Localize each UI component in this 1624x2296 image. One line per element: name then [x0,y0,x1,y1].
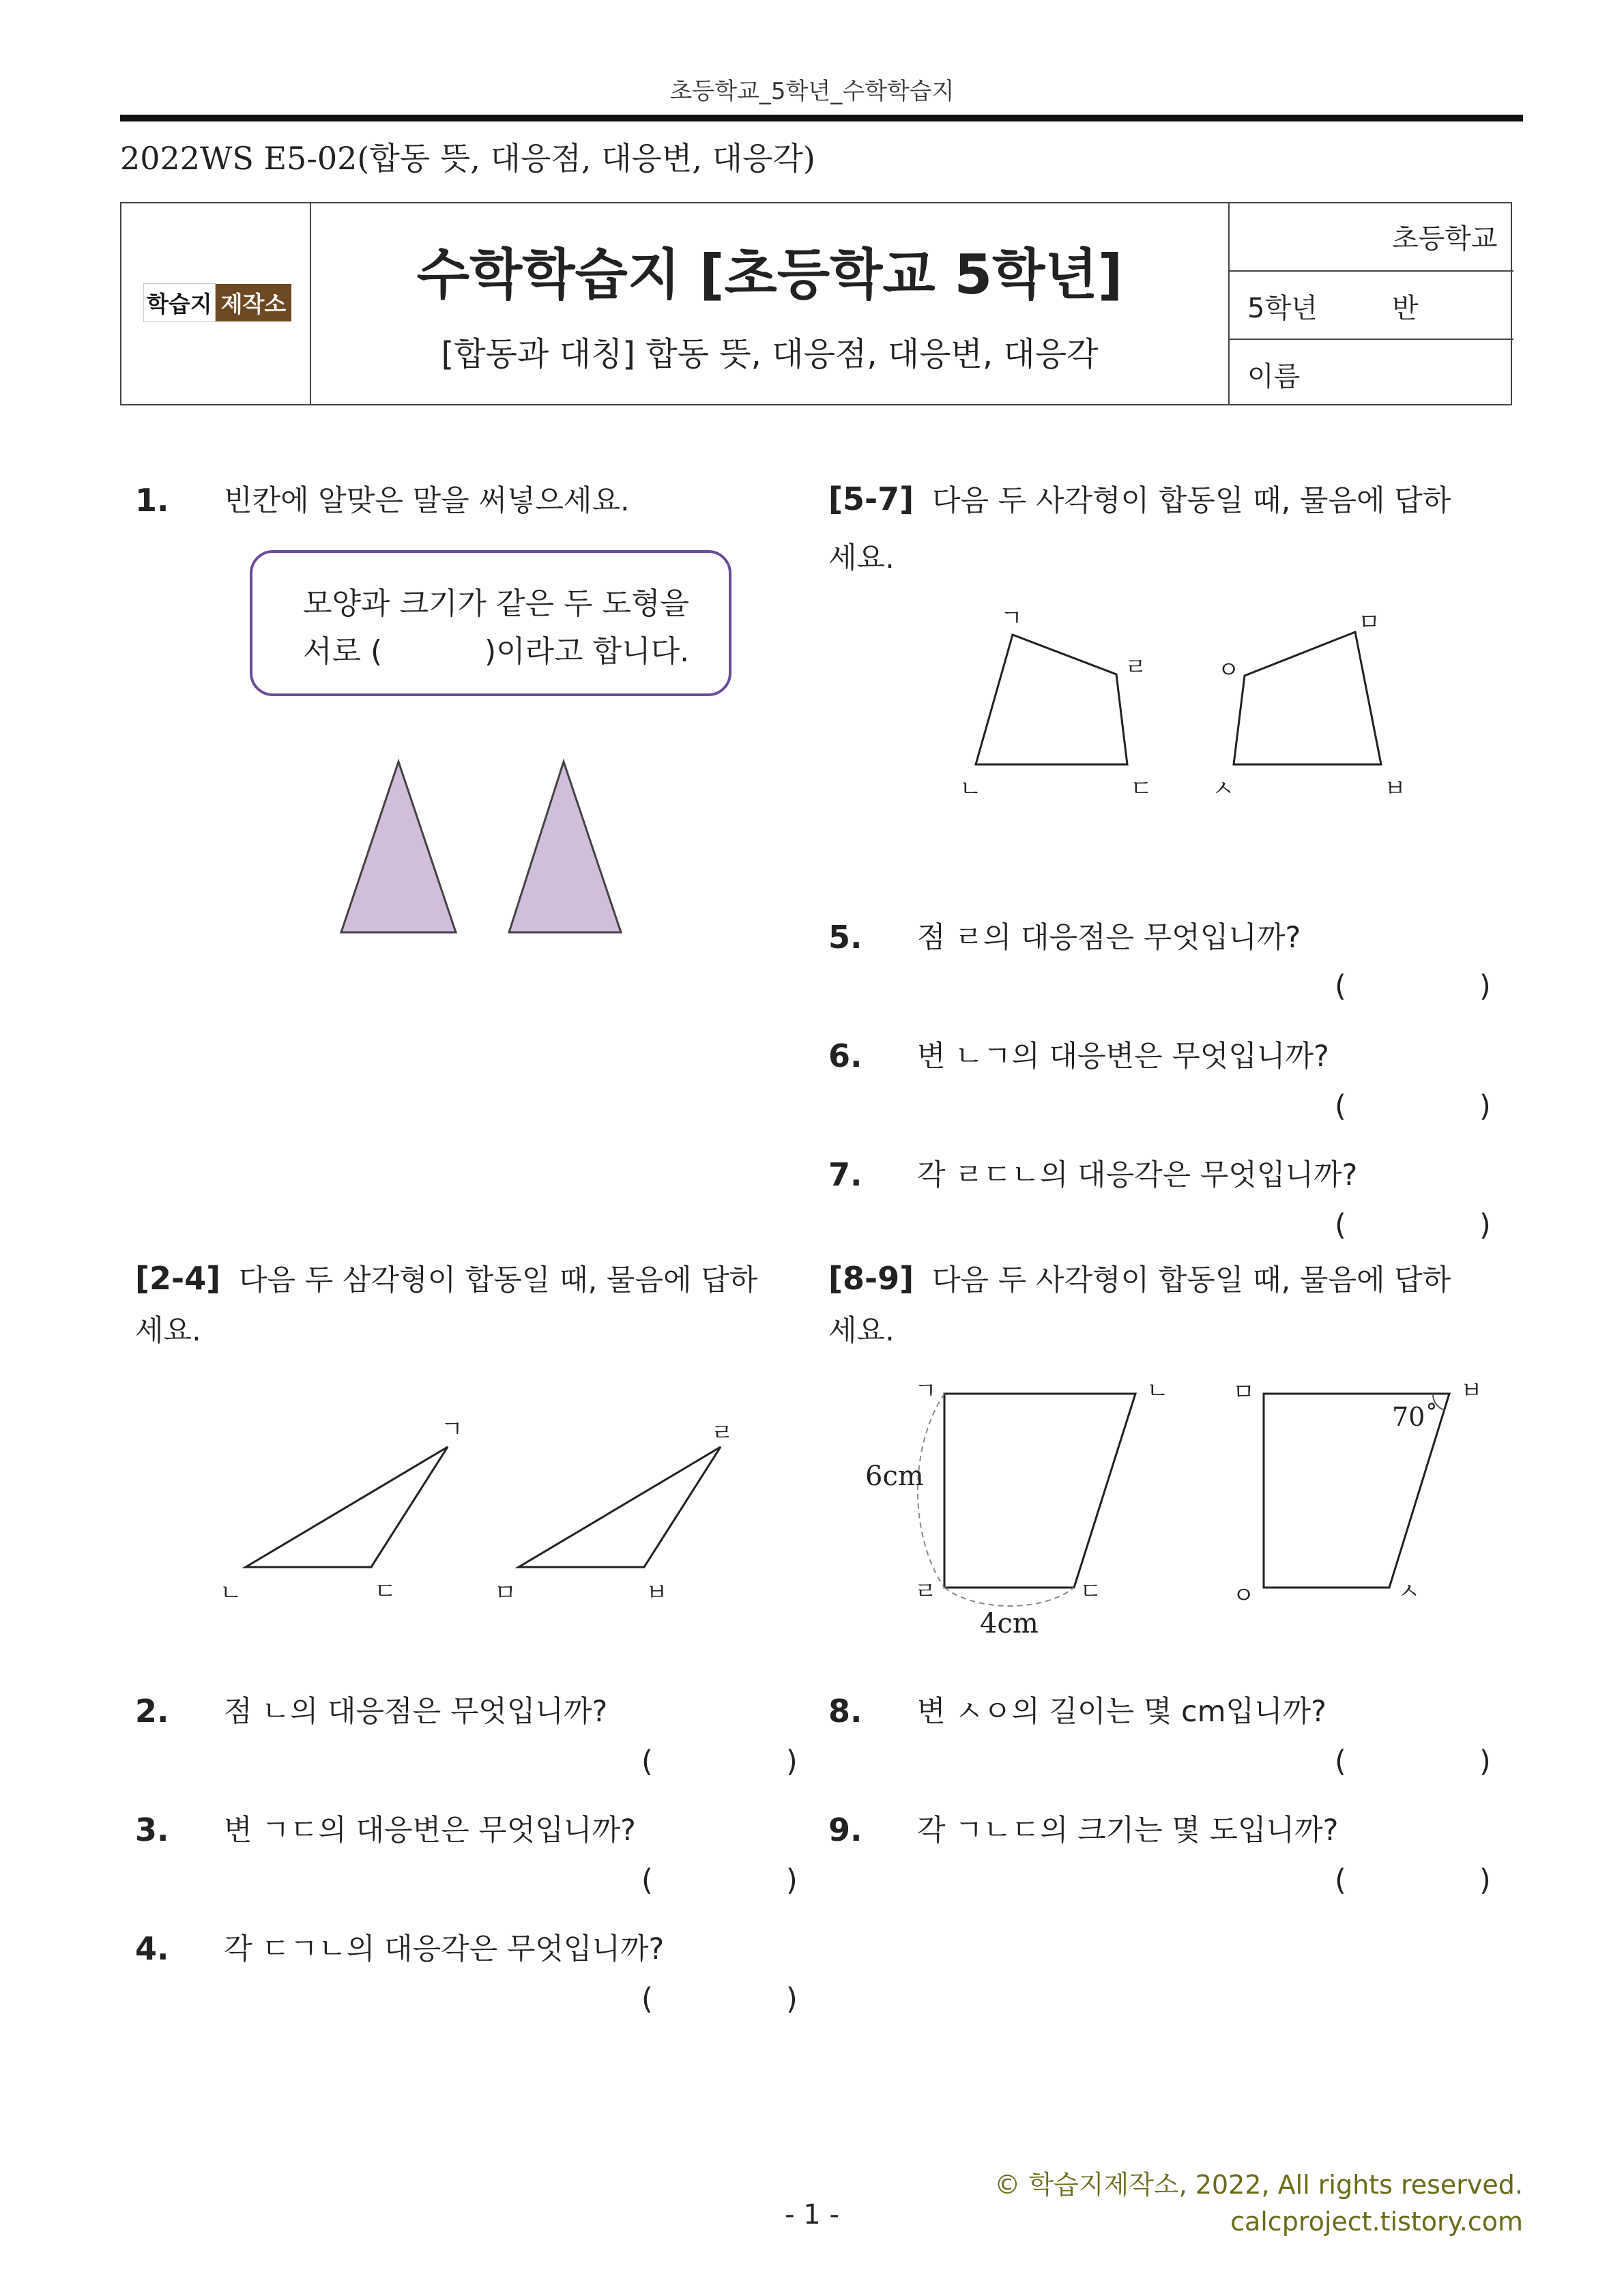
q9-text: 각 ㄱㄴㄷ의 크기는 몇 도입니까? [917,1813,1339,1848]
label-mieum: ㅁ [494,1579,517,1607]
q4-answer-close: ) [786,1982,798,2016]
q8-answer-close: ) [1479,1745,1491,1779]
triangles-figure-2-4 [205,1406,764,1611]
copyright-text: © 학습지제작소, 2022, All rights reserved. [994,2170,1523,2200]
q2-text: 점 ㄴ의 대응점은 무엇입니까? [224,1695,608,1729]
q9-answer-open[interactable]: ( [1335,1863,1346,1897]
measure-angle-70: 70˚ [1392,1402,1438,1432]
label-siot: ㅅ [1397,1578,1420,1605]
brand-logo [143,285,291,319]
q7-number: 7. [828,1156,862,1193]
header-row-divider-2 [1228,339,1513,340]
triangle-right [509,762,621,932]
q5-answer-close: ) [1479,969,1491,1003]
label-giyeok: ㄱ [1000,605,1023,632]
group-8-9-text-line1: 다음 두 사각형이 합동일 때, 물음에 답하 [932,1263,1451,1297]
label-bieup: ㅂ [1460,1377,1483,1405]
q9-number: 9. [828,1811,862,1848]
q7-answer-close: ) [1479,1208,1491,1242]
running-header: 초등학교_5학년_수학학습지 [669,78,955,105]
q8-answer-open[interactable]: ( [1335,1745,1346,1779]
label-mieum: ㅁ [1232,1379,1255,1406]
worksheet-title: 수학학습지 [초등학교 5학년] [416,243,1123,306]
triangle-abc [246,1447,448,1567]
label-ieung: ㅇ [1217,657,1240,684]
group-5-7-label: [5-7] [828,480,914,517]
label-mieum: ㅁ [1358,609,1380,636]
header-divider-right [1228,203,1230,404]
q5-text: 점 ㄹ의 대응점은 무엇입니까? [917,921,1301,955]
worksheet-code: 2022WS E5-02(합동 뜻, 대응점, 대응변, 대응각) [120,140,815,177]
q7-answer-open[interactable]: ( [1335,1208,1346,1242]
q3-answer-close: ) [786,1863,798,1897]
definition-line-2-end: )이라고 합니다. [484,634,690,669]
q4-number: 4. [135,1930,169,1967]
q2-number: 2. [135,1693,169,1730]
quad-abcd [976,635,1127,764]
triangle-def [519,1447,721,1567]
q8-text: 변 ㅅㅇ의 길이는 몇 cm입니까? [917,1695,1326,1729]
group-8-9-label: [8-9] [828,1260,914,1297]
measure-bottom-4cm: 4cm [980,1608,1039,1639]
q8-number: 8. [828,1693,862,1730]
q4-answer-open[interactable]: ( [641,1982,653,2016]
label-siot: ㅅ [1212,775,1234,803]
worksheet-subtitle: [합동과 대칭] 합동 뜻, 대응점, 대응변, 대응각 [441,335,1099,373]
label-nieun: ㄴ [959,775,982,803]
group-5-7-text-line1: 다음 두 사각형이 합동일 때, 물음에 답하 [932,484,1451,518]
label-rieul: ㄹ [711,1420,734,1447]
q2-answer-close: ) [786,1745,798,1779]
label-nieun: ㄴ [220,1579,242,1607]
q9-answer-close: ) [1479,1863,1491,1897]
triangle-left [341,762,456,932]
q6-text: 변 ㄴㄱ의 대응변은 무엇입니까? [917,1039,1329,1074]
label-rieul: ㄹ [914,1578,937,1605]
quad-efgh [1234,632,1381,764]
label-ieung: ㅇ [1232,1582,1255,1609]
site-url[interactable]: calcproject.tistory.com [1230,2207,1523,2237]
label-digeut: ㄷ [374,1578,396,1605]
q3-number: 3. [135,1811,169,1848]
q5-answer-open[interactable]: ( [1335,969,1346,1003]
quad-abcd-right-trapezoid [944,1394,1135,1588]
group-2-4-text-line2: 세요. [135,1314,201,1348]
label-rieul: ㄹ [1125,654,1147,681]
label-giyeok: ㄱ [441,1416,463,1443]
group-5-7-text-line2: 세요. [828,541,895,575]
label-bieup: ㅂ [646,1579,668,1607]
q3-text: 변 ㄱㄷ의 대응변은 무엇입니까? [224,1813,636,1848]
label-bieup: ㅂ [1384,775,1406,803]
q2-answer-open[interactable]: ( [641,1745,653,1779]
congruent-triangles-figure [334,756,648,935]
q4-text: 각 ㄷㄱㄴ의 대응각은 무엇입니까? [224,1932,665,1966]
q1-instruction: 빈칸에 알맞은 말을 써넣으세요. [224,484,630,518]
logo-part-2: 제작소 [216,284,292,321]
label-nieun: ㄴ [1146,1377,1169,1405]
measure-side-6cm: 6cm [865,1461,924,1492]
q6-answer-open[interactable]: ( [1335,1089,1346,1123]
grade-label: 5학년 [1247,293,1318,324]
q1-number: 1. [135,482,169,519]
q7-text: 각 ㄹㄷㄴ의 대응각은 무엇입니까? [917,1158,1358,1192]
header-row-divider-1 [1228,270,1513,272]
group-8-9-text-line2: 세요. [828,1314,895,1348]
definition-line-2-start: 서로 ( [303,634,383,669]
q6-answer-close: ) [1479,1089,1491,1123]
page-number: - 1 - [785,2199,839,2230]
definition-line-1: 모양과 크기가 같은 두 도형을 [303,586,689,621]
class-label: 반 [1392,293,1419,324]
bottom-4cm-marker [944,1588,1074,1606]
logo-part-1: 학습지 [143,283,216,322]
definition-box [250,550,731,696]
group-2-4-text-line1: 다음 두 삼각형이 합동일 때, 물음에 답하 [239,1263,758,1297]
quadrilaterals-figure-8-9 [860,1372,1474,1618]
name-label: 이름 [1247,361,1301,392]
q5-number: 5. [828,919,862,956]
q6-number: 6. [828,1037,862,1074]
group-2-4-label: [2-4] [135,1260,221,1297]
label-digeut: ㄷ [1079,1578,1102,1605]
header-rule [120,115,1523,121]
label-giyeok: ㄱ [914,1377,937,1405]
school-label: 초등학교 [1392,223,1498,255]
label-digeut: ㄷ [1130,775,1152,803]
q3-answer-open[interactable]: ( [641,1863,653,1897]
